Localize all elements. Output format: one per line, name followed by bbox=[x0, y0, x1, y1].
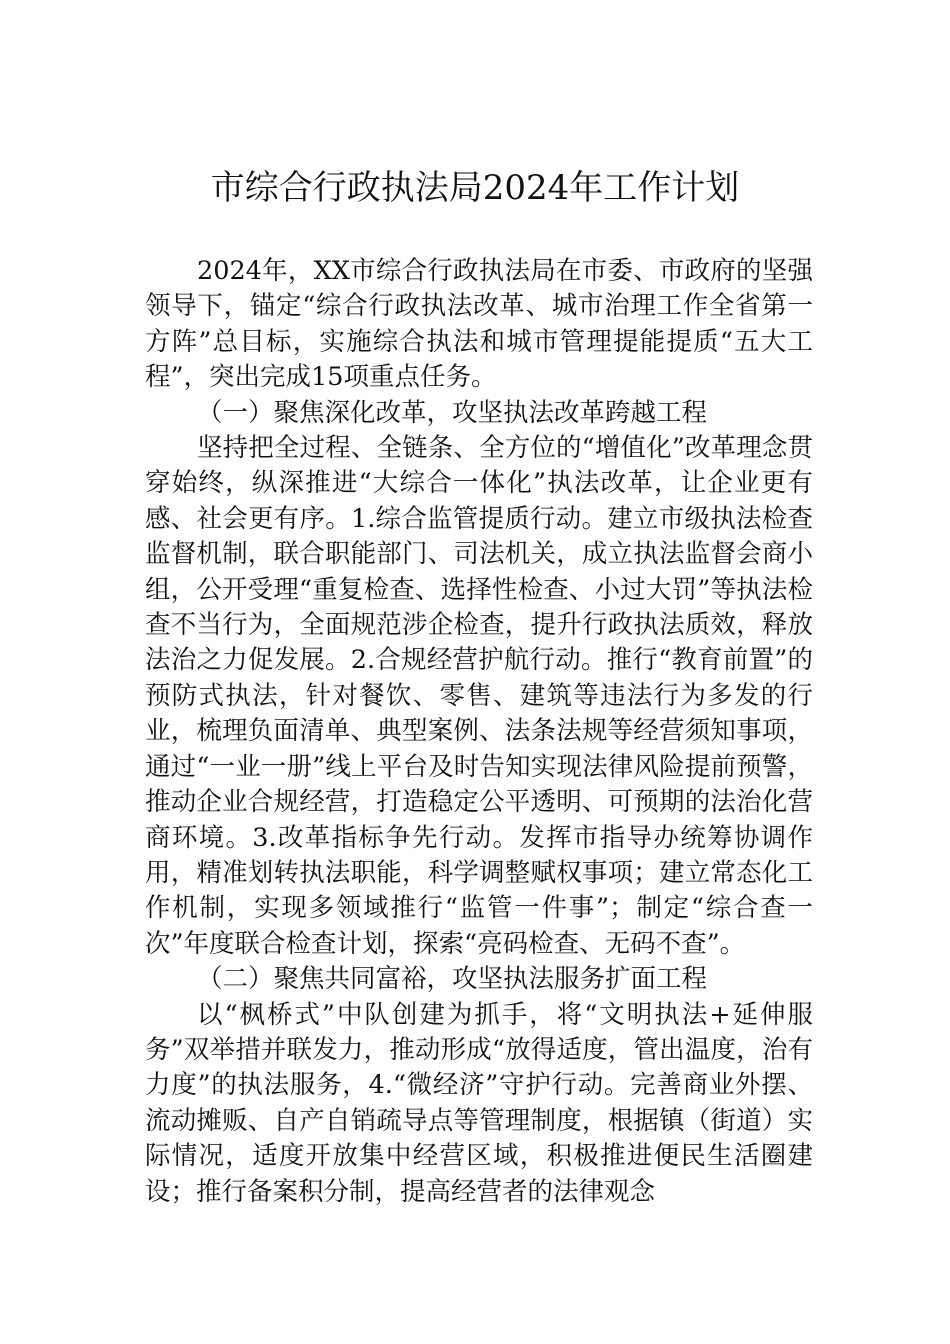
section-heading-2: （二）聚焦共同富裕，攻坚执法服务扩面工程 bbox=[197, 964, 708, 995]
section-heading-1: （一）聚焦深化改革，攻坚执法改革跨越工程 bbox=[197, 397, 708, 428]
document-title: 市综合行政执法局2024年工作计划 bbox=[210, 168, 740, 208]
document-body bbox=[145, 254, 813, 1210]
section-2-paragraph: 以“枫桥式”中队创建为抓手，将“文明执法+延伸服务”双举措并联发力，推动形成“放得适度，管出温度，治有力度”的执法服务，4.“微经济”守护行动。完善商业外摆、流动摊贩、自产自销疏导点等管理制度，根据镇（街道）实际情况，适度开放集中经营区域，积极推进便民生活圈建设；推行备案积分制，提高经营者的法律观念 bbox=[145, 999, 813, 1207]
intro-paragraph: 2024年，XX市综合行政执法局在市委、市政府的坚强领导下，锚定“综合行政执法改革、城市治理工作全省第一方阵”总目标，实施综合执法和城市管理提能提质“五大工程”，突出完成15项重点任务。 bbox=[145, 256, 813, 393]
section-1-paragraph: 坚持把全过程、全链条、全方位的“增值化”改革理念贯穿始终，纵深推进“大综合一体化”执法改革，让企业更有感、社会更有序。1.综合监管提质行动。建立市级执法检查监督机制，联合职能部门、司法机关，成立执法监督会商小组，公开受理“重复检查、选择性检查、小过大罚”等执法检查不当行为，全面规范涉企检查，提升行政执法质效，释放法治之力促发展。2.合规经营护航行动。推行“教育前置”的预防式执法，针对餐饮、零售、建筑等违法行为多发的行业，梳理负面清单、典型案例、法条法规等经营须知事项，通过“一业一册”线上平台及时告知实现法律风险提前预警，推动企业合规经营，打造稳定公平透明、可预期的法治化营商环境。3.改革指标争先行动。发挥市指导办统筹协调作用，精准划转执法职能，科学调整赋权事项；建立常态化工作机制，实现多领域推行“监管一件事”；制定“综合查一次”年度联合检查计划，探索“亮码检查、无码不查”。 bbox=[145, 433, 813, 959]
